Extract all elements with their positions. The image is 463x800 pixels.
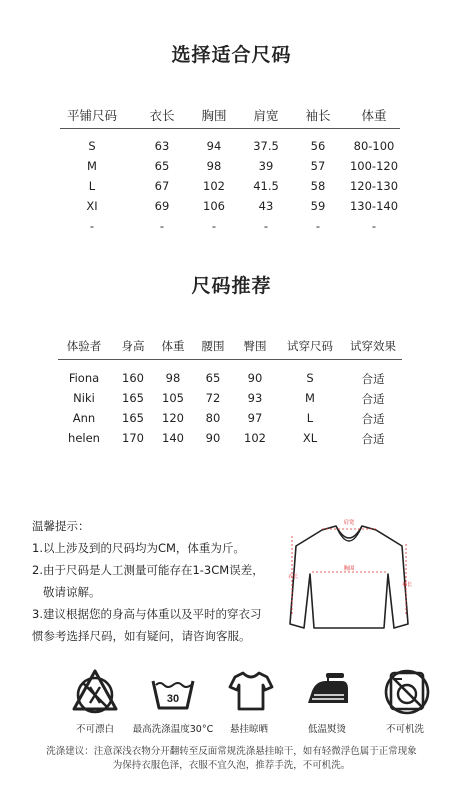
recommend-table-cell: Fiona [68,371,100,385]
sleeve-label: 袖长 [402,582,413,588]
tips-block [32,515,264,647]
svg-text:30: 30 [166,693,180,705]
size-header-cell: 体重 [361,108,387,123]
size-table-cell: L [88,179,96,193]
recommend-table-cell: 合适 [361,392,385,406]
size-table-cell: 100-120 [349,159,399,173]
size-table-cell: - [89,219,95,233]
size-header-cell: 袖长 [305,108,331,123]
recommend-table-cell: 160 [122,371,144,385]
care-item-hang-dry [212,665,290,719]
size-table-header [0,106,463,124]
shoulder-label: 肩宽 [343,520,355,526]
care-label: 不可漂白 [75,724,114,735]
size-table-cell: S [88,139,96,153]
tips-line: 1.以上涉及到的尺码均为CM，体重为斤。 [32,541,245,555]
size-table-row [0,159,463,177]
recommend-header-cell: 试穿效果 [350,339,396,353]
size-table-cell: 37.5 [253,139,279,153]
size-table-cell: XI [86,199,98,213]
recommend-table-cell: 合适 [361,412,385,426]
size-header-cell: 衣长 [149,108,175,123]
wash-30-icon [148,665,198,715]
size-table-cell: - [315,219,321,233]
recommend-table-cell: 165 [122,391,144,405]
size-table-divider [60,128,400,129]
hang-dry-icon [226,665,276,715]
chest-label: 胸围 [343,566,355,572]
care-item-no-bleach [56,665,134,719]
size-table-cell: 65 [154,159,170,173]
size-table-cell: 58 [310,179,326,193]
tips-title: 温馨提示： [32,519,90,533]
recommend-table-cell: helen [68,431,100,445]
recommend-table-cell: 98 [165,371,181,385]
recommend-header-cell: 臀围 [243,339,267,353]
recommend-header-cell: 身高 [121,339,145,353]
care-label: 悬挂晾晒 [229,724,268,735]
care-item-wash-30 [134,665,212,719]
care-advice [0,745,463,773]
recommend-table-row [0,371,463,389]
no-bleach-icon [70,665,120,715]
care-item-no-machine-wash [368,665,446,719]
recommend-table-cell: 90 [247,371,263,385]
tips-line: 3.建议根据您的身高与体重以及平时的穿衣习 [32,607,262,621]
care-label: 低温熨烫 [307,724,346,735]
size-table-cell: 106 [203,199,225,213]
size-table-cell: 56 [310,139,326,153]
recommend-table-cell: 80 [205,411,221,425]
recommend-table-header [0,338,463,356]
size-table-row [0,139,463,157]
recommend-header-cell: 体重 [161,339,185,353]
size-table-cell: 98 [206,159,222,173]
size-table-cell: 41.5 [253,179,279,193]
recommend-section-title: 尺码推荐 [191,275,272,297]
recommend-table-cell: 93 [247,391,263,405]
care-advice-line: 洗涤建议：注意深浅衣物分开翻转至反面常规洗涤悬挂晾干，如有轻微浮色属于正常现象 [46,746,417,757]
size-table-cell: - [371,219,377,233]
recommend-table-divider [58,359,402,360]
recommend-table-cell: S [306,371,314,385]
size-table-cell: 57 [310,159,326,173]
length-label: 衣长 [288,574,299,580]
size-table-row [0,219,463,237]
recommend-table-cell: 102 [244,431,266,445]
size-table-cell: 94 [206,139,222,153]
recommend-table-row [0,431,463,449]
recommend-table-cell: M [305,391,315,405]
recommend-header-cell: 腰围 [201,339,225,353]
size-table-row [0,179,463,197]
size-table-cell: 130-140 [349,199,399,213]
recommend-table-cell: Ann [72,411,96,425]
size-table-cell: 120-130 [349,179,399,193]
recommend-table-cell: 90 [205,431,221,445]
recommend-table-cell: L [306,411,314,425]
recommend-table-cell: 170 [122,431,144,445]
recommend-table-row [0,391,463,409]
recommend-table-cell: 合适 [361,432,385,446]
size-table-cell: 69 [154,199,170,213]
size-table-cell: - [159,219,165,233]
tips-line: 敬请谅解。 [32,585,101,599]
size-table-cell: 80-100 [353,139,395,153]
care-item-low-iron [290,665,368,719]
recommend-table-cell: Niki [73,391,95,405]
tips-line: 惯参考选择尺码，如有疑问，请咨询客服。 [32,629,251,643]
size-table-cell: 102 [203,179,225,193]
size-header-cell: 肩宽 [253,108,279,123]
recommend-table-cell: 165 [122,411,144,425]
size-header-cell: 平铺尺码 [66,108,117,123]
care-label: 最高洗涤温度30°C [132,724,214,735]
size-table-cell: 59 [310,199,326,213]
size-table-row [0,199,463,217]
recommend-table-cell: 105 [162,391,184,405]
garment-measurement-diagram [284,516,414,640]
low-iron-icon [304,665,354,715]
recommend-table-cell: 合适 [361,372,385,386]
recommend-header-cell: 试穿尺码 [287,339,333,353]
size-table-cell: - [211,219,217,233]
recommend-table-row [0,411,463,429]
size-table-cell: 63 [154,139,170,153]
care-advice-line: 为保持衣服色泽，衣服不宜久泡，推荐手洗，不可机洗。 [112,760,351,771]
recommend-header-cell: 体验者 [66,339,102,353]
recommend-table-cell: 120 [162,411,184,425]
recommend-table-cell: 72 [205,391,221,405]
size-table-cell: M [87,159,97,173]
size-table-cell: 43 [258,199,274,213]
recommend-table-cell: 140 [162,431,184,445]
size-table-cell: - [263,219,269,233]
recommend-table-cell: 97 [247,411,263,425]
size-section-title: 选择适合尺码 [171,44,292,66]
size-header-cell: 胸围 [201,108,227,123]
recommend-table-cell: 65 [205,371,221,385]
tips-line: 2.由于尺码是人工测量可能存在1-3CM误差， [32,563,264,577]
care-label: 不可机洗 [385,724,424,735]
size-table-cell: 67 [154,179,170,193]
recommend-table-cell: XL [302,431,318,445]
no-machine-wash-icon [382,665,432,715]
size-table-cell: 39 [258,159,274,173]
